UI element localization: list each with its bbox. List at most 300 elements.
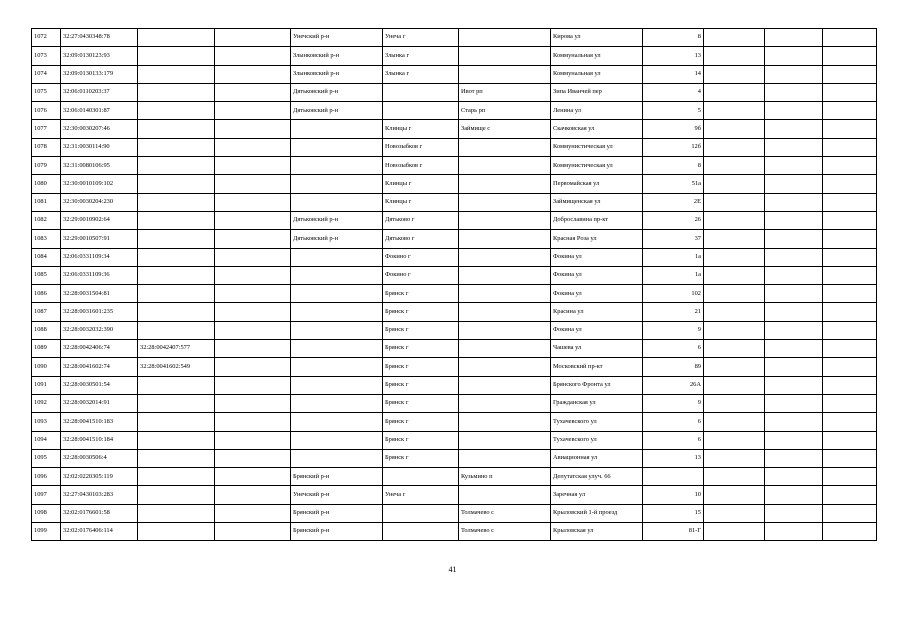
settlement-cell [459,394,551,412]
street-cell: Фокина ул [551,266,643,284]
city-cell [383,468,459,486]
district-cell [291,193,383,211]
extra-cell-3 [823,523,877,541]
row-number-cell: 1083 [32,230,61,248]
street-cell: Депутатская улуч. 66 [551,468,643,486]
extra-cell-3 [823,431,877,449]
blank-cell [215,321,291,339]
district-cell: Брянский р-н [291,523,383,541]
extra-cell-3 [823,340,877,358]
linked-cadastral-cell: 32:28:0041602:549 [138,358,215,376]
table-row [32,321,877,339]
city-cell: Унеча г [383,486,459,504]
street-cell: Доброславина пр-кт [551,211,643,229]
district-cell [291,340,383,358]
extra-cell-1 [704,340,765,358]
street-cell: Чашева ул [551,340,643,358]
table-body [32,29,877,541]
table-row [32,193,877,211]
street-cell: Гражданская ул [551,394,643,412]
extra-cell-2 [765,468,823,486]
house-number-cell: 6 [643,413,704,431]
linked-cadastral-cell [138,193,215,211]
linked-cadastral-cell [138,157,215,175]
linked-cadastral-cell [138,523,215,541]
settlement-cell [459,248,551,266]
table-row [32,303,877,321]
linked-cadastral-cell [138,303,215,321]
house-number-cell: 9б [643,120,704,138]
street-cell: Ленина ул [551,102,643,120]
settlement-cell [459,47,551,65]
cadastral-number-cell: 32:28:0031504:81 [61,285,138,303]
city-cell: Новозыбков г [383,138,459,156]
linked-cadastral-cell [138,120,215,138]
table-row [32,65,877,83]
house-number-cell: 14 [643,65,704,83]
table-row [32,211,877,229]
extra-cell-2 [765,102,823,120]
cadastral-number-cell: 32:29:0010902:64 [61,211,138,229]
table-row [32,102,877,120]
street-cell: Коммунистическая ул [551,138,643,156]
linked-cadastral-cell [138,230,215,248]
extra-cell-2 [765,211,823,229]
table-row [32,285,877,303]
blank-cell [215,175,291,193]
city-cell: Злынка г [383,47,459,65]
settlement-cell [459,413,551,431]
row-number-cell: 1077 [32,120,61,138]
street-cell: Займищенская ул [551,193,643,211]
extra-cell-1 [704,138,765,156]
street-cell: Коммунальная ул [551,47,643,65]
linked-cadastral-cell [138,486,215,504]
settlement-cell [459,29,551,47]
row-number-cell: 1087 [32,303,61,321]
extra-cell-3 [823,230,877,248]
house-number-cell: 10 [643,486,704,504]
extra-cell-2 [765,523,823,541]
cadastral-number-cell: 32:31:0030114:90 [61,138,138,156]
table-row [32,138,877,156]
blank-cell [215,486,291,504]
street-cell: Красная Роза ул [551,230,643,248]
extra-cell-2 [765,285,823,303]
table-row [32,394,877,412]
extra-cell-3 [823,394,877,412]
settlement-cell [459,358,551,376]
row-number-cell: 1095 [32,449,61,467]
city-cell [383,504,459,522]
linked-cadastral-cell: 32:28:0042407:577 [138,340,215,358]
district-cell [291,394,383,412]
house-number-cell: 5 [643,102,704,120]
extra-cell-2 [765,504,823,522]
blank-cell [215,248,291,266]
linked-cadastral-cell [138,83,215,101]
blank-cell [215,157,291,175]
row-number-cell: 1073 [32,47,61,65]
street-cell: Коммунальная ул [551,65,643,83]
row-number-cell: 1080 [32,175,61,193]
house-number-cell: 15 [643,504,704,522]
extra-cell-2 [765,157,823,175]
blank-cell [215,394,291,412]
linked-cadastral-cell [138,394,215,412]
cadastral-number-cell: 32:02:0176406:114 [61,523,138,541]
table-row [32,83,877,101]
row-number-cell: 1088 [32,321,61,339]
house-number-cell: 81-Г [643,523,704,541]
house-number-cell: 8 [643,29,704,47]
extra-cell-2 [765,449,823,467]
house-number-cell: 9 [643,394,704,412]
cadastral-number-cell: 32:02:0220305:119 [61,468,138,486]
cadastral-number-cell: 32:06:0110203:37 [61,83,138,101]
settlement-cell [459,211,551,229]
extra-cell-3 [823,193,877,211]
row-number-cell: 1072 [32,29,61,47]
city-cell: Брянск г [383,358,459,376]
extra-cell-3 [823,376,877,394]
blank-cell [215,120,291,138]
blank-cell [215,358,291,376]
settlement-cell: Толмачево с [459,523,551,541]
extra-cell-2 [765,394,823,412]
street-cell: Фокина ул [551,321,643,339]
cadastral-number-cell: 32:31:0080106:95 [61,157,138,175]
table-row [32,431,877,449]
extra-cell-3 [823,266,877,284]
city-cell: Брянск г [383,431,459,449]
house-number-cell: 6 [643,340,704,358]
house-number-cell: 4 [643,83,704,101]
city-cell: Брянск г [383,285,459,303]
settlement-cell: Старь рп [459,102,551,120]
city-cell: Дятьково г [383,230,459,248]
extra-cell-2 [765,431,823,449]
extra-cell-1 [704,120,765,138]
city-cell: Брянск г [383,449,459,467]
house-number-cell: 9 [643,321,704,339]
house-number-cell: 26А [643,376,704,394]
street-cell: Первомайская ул [551,175,643,193]
extra-cell-3 [823,47,877,65]
district-cell [291,120,383,138]
extra-cell-1 [704,230,765,248]
row-number-cell: 1075 [32,83,61,101]
blank-cell [215,468,291,486]
district-cell [291,413,383,431]
cadastral-number-cell: 32:28:0031601:235 [61,303,138,321]
street-cell: Авиационная ул [551,449,643,467]
table-row [32,358,877,376]
settlement-cell [459,486,551,504]
district-cell: Дятьковский р-н [291,102,383,120]
blank-cell [215,230,291,248]
linked-cadastral-cell [138,431,215,449]
cadastral-number-cell: 32:06:0331109:34 [61,248,138,266]
extra-cell-2 [765,303,823,321]
street-cell: Скачковская ул [551,120,643,138]
extra-cell-3 [823,449,877,467]
blank-cell [215,431,291,449]
linked-cadastral-cell [138,413,215,431]
settlement-cell [459,266,551,284]
linked-cadastral-cell [138,376,215,394]
table-row [32,340,877,358]
extra-cell-1 [704,321,765,339]
cadastral-number-cell: 32:06:0140301:87 [61,102,138,120]
cadastral-number-cell: 32:28:0030506:4 [61,449,138,467]
extra-cell-2 [765,120,823,138]
city-cell: Фокино г [383,266,459,284]
table-row [32,120,877,138]
extra-cell-3 [823,486,877,504]
extra-cell-3 [823,468,877,486]
extra-cell-1 [704,413,765,431]
table-row [32,230,877,248]
district-cell [291,266,383,284]
extra-cell-1 [704,47,765,65]
blank-cell [215,413,291,431]
row-number-cell: 1097 [32,486,61,504]
house-number-cell: 89 [643,358,704,376]
district-cell: Дятьковский р-н [291,211,383,229]
settlement-cell [459,340,551,358]
extra-cell-1 [704,523,765,541]
extra-cell-3 [823,504,877,522]
extra-cell-3 [823,102,877,120]
extra-cell-1 [704,102,765,120]
extra-cell-1 [704,431,765,449]
city-cell: Брянск г [383,376,459,394]
settlement-cell [459,138,551,156]
extra-cell-2 [765,340,823,358]
row-number-cell: 1093 [32,413,61,431]
extra-cell-3 [823,138,877,156]
settlement-cell [459,449,551,467]
extra-cell-2 [765,266,823,284]
cadastral-number-cell: 32:06:0331109:36 [61,266,138,284]
street-cell: Зипа Иванчей пер [551,83,643,101]
row-number-cell: 1091 [32,376,61,394]
extra-cell-3 [823,211,877,229]
street-cell: Коммунистическая ул [551,157,643,175]
district-cell [291,175,383,193]
settlement-cell [459,321,551,339]
street-cell: Фокина ул [551,285,643,303]
blank-cell [215,523,291,541]
table-row [32,266,877,284]
house-number-cell: 102 [643,285,704,303]
city-cell: Клинцы г [383,175,459,193]
extra-cell-1 [704,193,765,211]
linked-cadastral-cell [138,102,215,120]
extra-cell-2 [765,29,823,47]
settlement-cell [459,157,551,175]
row-number-cell: 1085 [32,266,61,284]
linked-cadastral-cell [138,266,215,284]
district-cell: Брянский р-н [291,468,383,486]
street-cell: Крыловский 1-й проезд [551,504,643,522]
blank-cell [215,449,291,467]
cadastral-number-cell: 32:28:0041602:74 [61,358,138,376]
house-number-cell: 1а [643,248,704,266]
extra-cell-2 [765,321,823,339]
table-row [32,504,877,522]
extra-cell-1 [704,394,765,412]
blank-cell [215,285,291,303]
extra-cell-1 [704,65,765,83]
linked-cadastral-cell [138,504,215,522]
settlement-cell [459,193,551,211]
linked-cadastral-cell [138,449,215,467]
city-cell: Злынка г [383,65,459,83]
city-cell: Фокино г [383,248,459,266]
linked-cadastral-cell [138,468,215,486]
city-cell: Брянск г [383,340,459,358]
city-cell [383,523,459,541]
table-row [32,248,877,266]
linked-cadastral-cell [138,248,215,266]
extra-cell-1 [704,211,765,229]
city-cell: Брянск г [383,394,459,412]
row-number-cell: 1081 [32,193,61,211]
cadastral-number-cell: 32:28:0041510:184 [61,431,138,449]
street-cell: Кирова ул [551,29,643,47]
row-number-cell: 1096 [32,468,61,486]
extra-cell-3 [823,413,877,431]
linked-cadastral-cell [138,138,215,156]
extra-cell-3 [823,248,877,266]
settlement-cell [459,431,551,449]
table-row [32,523,877,541]
blank-cell [215,29,291,47]
extra-cell-2 [765,376,823,394]
extra-cell-2 [765,193,823,211]
street-cell: Крыловская ул [551,523,643,541]
district-cell [291,138,383,156]
district-cell: Брянский р-н [291,504,383,522]
extra-cell-1 [704,303,765,321]
cadastral-number-cell: 32:30:0010109:102 [61,175,138,193]
house-number-cell: 8 [643,157,704,175]
table-row [32,449,877,467]
page-number: 41 [448,565,457,574]
blank-cell [215,193,291,211]
blank-cell [215,504,291,522]
blank-cell [215,376,291,394]
house-number-cell: 37 [643,230,704,248]
linked-cadastral-cell [138,211,215,229]
extra-cell-1 [704,157,765,175]
city-cell: Брянск г [383,413,459,431]
row-number-cell: 1076 [32,102,61,120]
cadastral-number-cell: 32:02:0176601:58 [61,504,138,522]
row-number-cell: 1092 [32,394,61,412]
blank-cell [215,266,291,284]
settlement-cell: Кузьмино п [459,468,551,486]
settlement-cell: Толмачево с [459,504,551,522]
extra-cell-1 [704,376,765,394]
extra-cell-2 [765,175,823,193]
row-number-cell: 1094 [32,431,61,449]
blank-cell [215,138,291,156]
cadastral-number-cell: 32:28:0032032:390 [61,321,138,339]
cadastral-number-cell: 32:28:0030501:54 [61,376,138,394]
street-cell: Тухачевского ул [551,413,643,431]
row-number-cell: 1082 [32,211,61,229]
district-cell: Унечский р-н [291,486,383,504]
extra-cell-3 [823,120,877,138]
extra-cell-1 [704,504,765,522]
cadastral-number-cell: 32:28:0041510:183 [61,413,138,431]
district-cell: Злынковский р-н [291,47,383,65]
district-cell [291,321,383,339]
settlement-cell [459,230,551,248]
house-number-cell: 6 [643,431,704,449]
row-number-cell: 1098 [32,504,61,522]
cadastral-number-cell: 32:29:0010507:91 [61,230,138,248]
address-table [31,28,877,541]
extra-cell-3 [823,303,877,321]
city-cell: Клинцы г [383,120,459,138]
row-number-cell: 1079 [32,157,61,175]
table-row [32,376,877,394]
cadastral-number-cell: 32:09:0130133:179 [61,65,138,83]
district-cell [291,431,383,449]
blank-cell [215,65,291,83]
extra-cell-1 [704,285,765,303]
cadastral-number-cell: 32:28:0042406:74 [61,340,138,358]
extra-cell-2 [765,230,823,248]
extra-cell-1 [704,83,765,101]
table-row [32,29,877,47]
extra-cell-2 [765,65,823,83]
city-cell [383,102,459,120]
table-row [32,157,877,175]
house-number-cell: 21 [643,303,704,321]
house-number-cell: 26 [643,211,704,229]
street-cell: Московский пр-кт [551,358,643,376]
extra-cell-1 [704,449,765,467]
house-number-cell: 1а [643,266,704,284]
row-number-cell: 1074 [32,65,61,83]
city-cell [383,83,459,101]
district-cell: Дятьковский р-н [291,230,383,248]
linked-cadastral-cell [138,321,215,339]
district-cell: Унечский р-н [291,29,383,47]
cadastral-number-cell: 32:30:0030204:230 [61,193,138,211]
district-cell [291,358,383,376]
extra-cell-2 [765,358,823,376]
city-cell: Дятьково г [383,211,459,229]
linked-cadastral-cell [138,47,215,65]
blank-cell [215,340,291,358]
blank-cell [215,211,291,229]
table-row [32,468,877,486]
house-number-cell: 13 [643,47,704,65]
extra-cell-3 [823,83,877,101]
settlement-cell [459,376,551,394]
linked-cadastral-cell [138,65,215,83]
extra-cell-3 [823,321,877,339]
extra-cell-3 [823,157,877,175]
city-cell: Новозыбков г [383,157,459,175]
city-cell: Брянск г [383,321,459,339]
